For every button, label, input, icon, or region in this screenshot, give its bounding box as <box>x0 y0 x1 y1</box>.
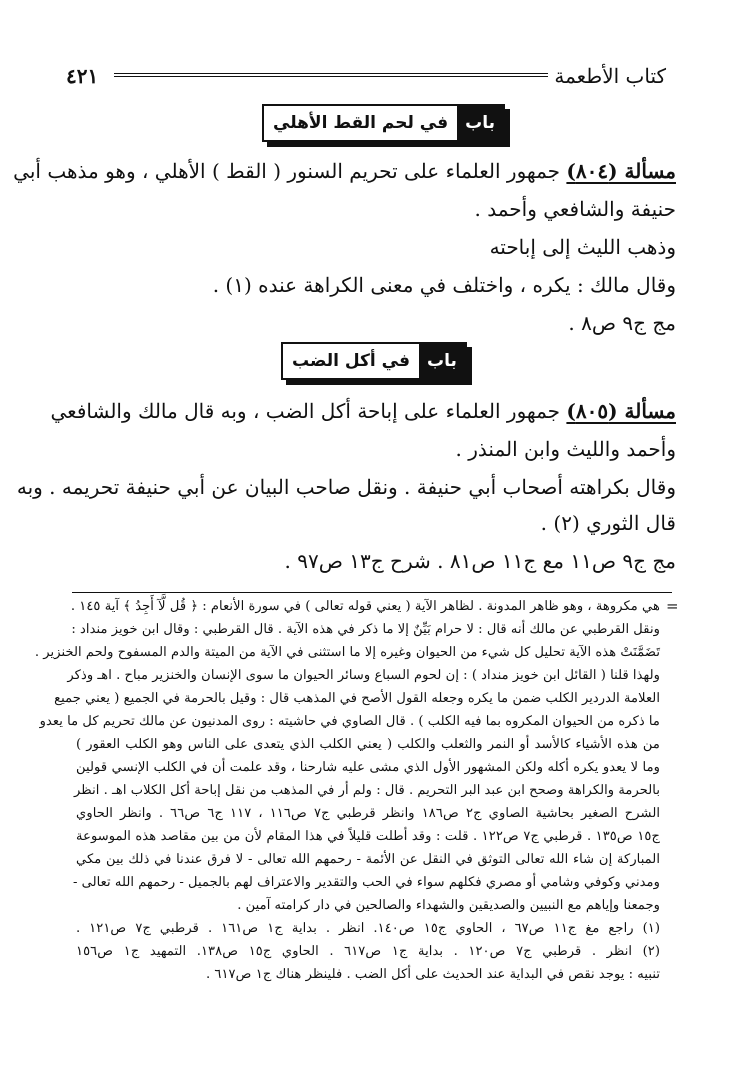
footnote-line: ومدني وكوفي وشامي أو مصري فكلهم سواء في الحب والتقدير والاعتراف لهم بالجميل - رحمهم الله تعالى - <box>73 875 660 890</box>
header-rule <box>114 73 548 77</box>
chapter-title: في أكل الضب <box>292 351 411 371</box>
chapter-title: في لحم القط الأهلي <box>273 113 449 133</box>
masala-804-line-1: مسألة (٨٠٤) جمهور العلماء على تحريم السنور ( القط ) الأهلي ، وهو مذهب أبي <box>13 159 676 183</box>
chapter-heading-cat <box>262 104 505 142</box>
chapter-heading-dhabb <box>281 342 467 380</box>
masala-804-reference: مج ج٩ ص٨ . <box>568 311 676 335</box>
book-title: كتاب الأطعمة <box>554 64 666 88</box>
footnote-warning: تنبيه : يوجد نقص في البداية عند الحديث على أكل الضب . فلينظر هناك ج١ ص٦١٧ . <box>205 967 660 982</box>
masala-label: مسألة (٨٠٥) <box>566 399 676 423</box>
masala-805-line-1: مسألة (٨٠٥) جمهور العلماء على إباحة أكل الضب ، وبه قال مالك والشافعي <box>50 399 676 423</box>
footnote-line: ونقل القرطبي عن مالك أنه قال : لا حرام بَيِّنٌ إلا ما ذكر في هذه الآية . قال القرطبي : وقال ابن خويز منداد : <box>71 622 660 637</box>
footnote-line: ولهذا قلنا ( القائل ابن خويز منداد ) : إن لحوم السباع وسائر الحيوان ما سوى الإنسان والخنزير مباح . اهـ وذكر <box>67 668 660 683</box>
chapter-tag: باب <box>457 106 503 140</box>
footnote-line: تَضَمَّنَتْ هذه الآية تحليل كل شيء من الحيوان وغيره إلا ما استثنى في الآية من الميتة والدم المسفوح ولحم الخنزير . <box>34 645 660 660</box>
footnote-line: المباركة إن شاء الله تعالى التوثق في النقل عن الأئمة - رحمهم الله تعالى - لا فرق عندنا في ذلك بين مكي <box>76 852 660 867</box>
footnote-line: الشرح الصغير بحاشية الصاوي ج٢ ص١٨٦ وانظر قرطبي ج٧ ص١١٦ ، ١١٧ ج٦ ص٦٦ . وانظر الحاوي <box>76 806 660 821</box>
masala-804-line-3: وذهب الليث إلى إباحته <box>489 235 676 259</box>
footnote-line: ج١٥ ص١٣٥ . قرطبي ج٧ ص١٢٢ . قلت : وقد أطلت قليلاً في هذا المقام لأن من بين مقاصد هذه الموسوعة <box>76 829 661 844</box>
footnote-line: بالحرمة والكراهة وصحح ابن عبد البر التحريم . قال : ولم أر في المذهب من نقل إباحة أكل الكلاب اهـ . انظر <box>74 783 660 798</box>
footnote-line: هي مكروهة ، وهو ظاهر المدونة . لظاهر الآية ( يعني قوله تعالى ) في سورة الأنعام : ﴿ قُل لَّآ أَجِدُ ﴾ آية ١٤٥ . <box>70 599 660 614</box>
masala-805-line-2: وأحمد والليث وابن المنذر . <box>455 437 676 461</box>
footnote-line: وجمعنا وإياهم مع النبيين والصديقين والشهداء والصالحين في دار كرامته آمين . <box>237 898 660 913</box>
footnote-line: وما لا يعدو يكره أكله ولكن المشهور الأول الذي مشى عليه شارحنا ، وقد علمت أن في الكلب الإنسي قولين <box>76 760 660 775</box>
masala-804-line-4: وقال مالك : يكره ، واختلف في معنى الكراهة عنده (١) . <box>212 273 676 297</box>
masala-805-line-3: وقال بكراهته أصحاب أبي حنيفة . ونقل صاحب البيان عن أبي حنيفة تحريمه . وبه <box>16 475 676 499</box>
chapter-tag: باب <box>419 344 465 378</box>
footnote-line: العلامة الدردير الكلب ضمن ما يكره وجعله القول الأصح في المذهب قال : وقيل بالحرمة في الجميع ( يعني جميع <box>54 691 660 706</box>
masala-804-line-2: حنيفة والشافعي وأحمد . <box>474 197 676 221</box>
footnote-separator <box>72 592 672 593</box>
masala-805-line-4: قال الثوري (٢) . <box>540 511 676 535</box>
footnote-1: (١) راجع مغ ج١١ ص٦٧ ، الحاوي ج١٥ ص١٤٠. انظر . بداية ج١ ص١٦١ . قرطبي ج٧ ص١٢١ . <box>76 921 660 936</box>
footnote-line: ما ذكره من الحيوان المكروه بما فيه الكلب ) . قال الصاوي في حاشيته : روى المدنيون عن مالك تحريم كل ما يعدو <box>39 714 660 729</box>
page-number: ٤٢١ <box>66 64 99 88</box>
footnote-line: من هذه الأشياء كالأسد أو النمر والثعلب والكلب ( يعني الكلب الذي يتعدى على الناس وهو الكلب العقور ) <box>76 737 660 752</box>
masala-label: مسألة (٨٠٤) <box>566 159 676 183</box>
footnote-continuation-mark: = <box>666 597 679 615</box>
footnote-2: (٢) انظر . قرطبي ج٧ ص١٢٠ . بداية ج١ ص٦١٧ . الحاوي ج١٥ ص١٣٨. التمهيد ج١ ص١٥٦ <box>76 944 660 959</box>
page-header <box>66 62 666 92</box>
masala-805-reference: مج ج٩ ص١١ مع ج١١ ص٨١ . شرح ج١٣ ص٩٧ . <box>284 549 676 573</box>
